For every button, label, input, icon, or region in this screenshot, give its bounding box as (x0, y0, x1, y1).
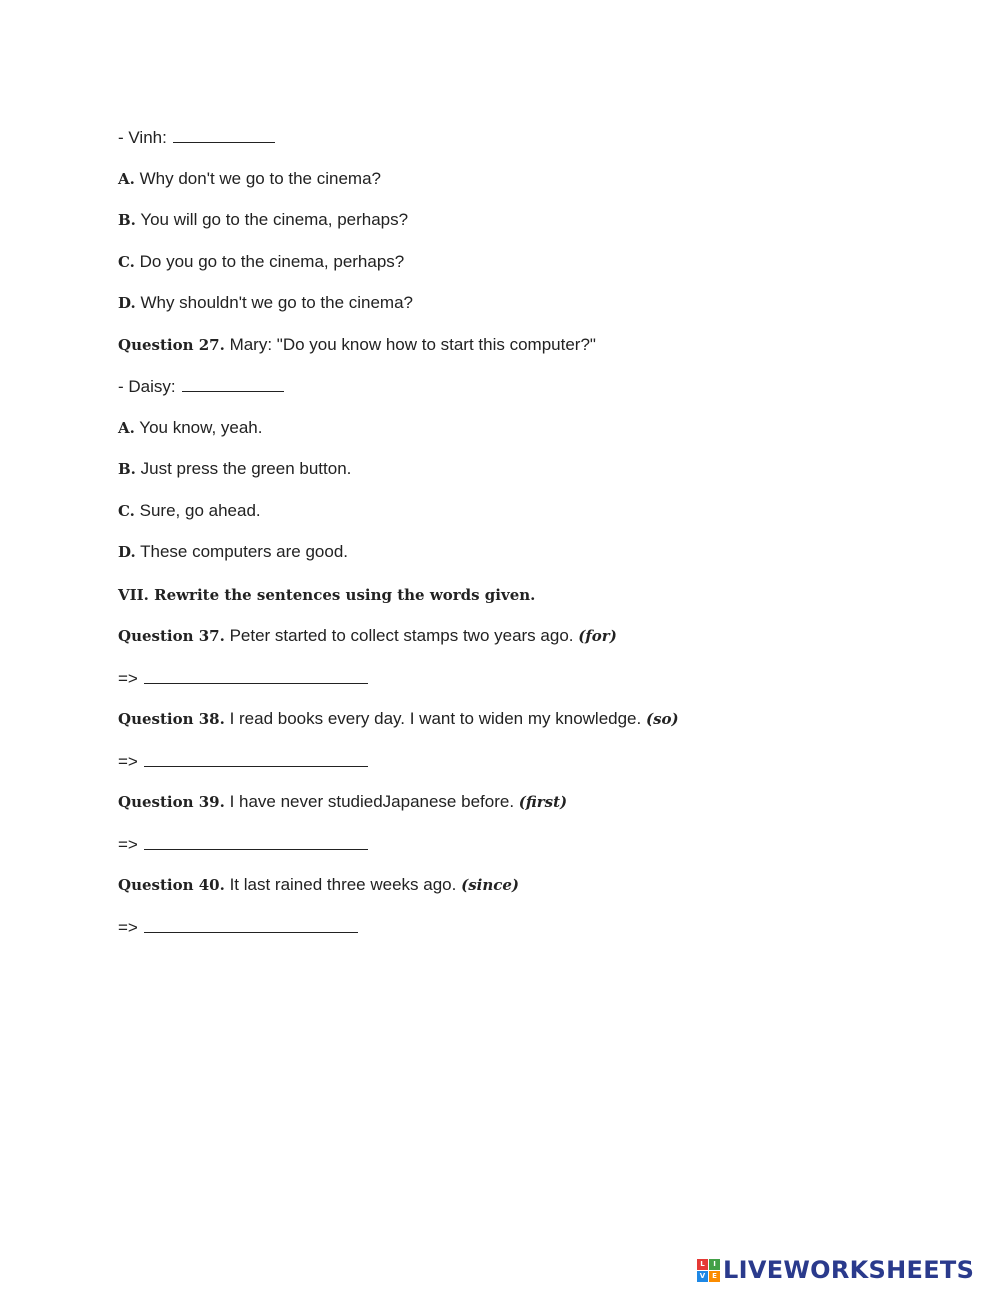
answer-arrow: => (118, 669, 138, 688)
question-label: Question 40. (118, 876, 225, 894)
answer-line-38 (118, 750, 368, 773)
option-text: Why don't we go to the cinema? (139, 169, 381, 188)
question-text: It last rained three weeks ago. (229, 875, 457, 894)
speaker-label: - Vinh: (118, 128, 167, 147)
question-text: Peter started to collect stamps two years ago. (229, 626, 574, 645)
option-letter: D. (118, 294, 136, 312)
option-text: You know, yeah. (139, 418, 263, 437)
option-text: These computers are good. (140, 542, 349, 561)
hint-word: (so) (645, 710, 679, 728)
answer-blank[interactable] (182, 375, 284, 392)
option-b (118, 209, 408, 231)
question-text: I read books every day. I want to widen my knowledge. (229, 709, 642, 728)
logo-icon (697, 1259, 720, 1282)
question-38 (118, 708, 679, 730)
question-label: Question 37. (118, 627, 225, 645)
section-heading: VII. Rewrite the sentences using the words given. (118, 586, 536, 604)
option-a (118, 168, 381, 190)
answer-line-40 (118, 916, 358, 939)
option-d (118, 541, 348, 563)
question-label: Question 39. (118, 793, 225, 811)
option-text: You will go to the cinema, perhaps? (140, 210, 409, 229)
option-letter: C. (118, 502, 135, 520)
answer-blank[interactable] (144, 833, 368, 850)
speaker-label: - Daisy: (118, 377, 176, 396)
answer-line-39 (118, 833, 368, 856)
answer-blank[interactable] (144, 750, 368, 767)
option-text: Do you go to the cinema, perhaps? (139, 252, 405, 271)
question-text: Mary: "Do you know how to start this computer?" (229, 335, 596, 354)
answer-blank[interactable] (144, 667, 368, 684)
logo-block-i: I (709, 1259, 720, 1270)
question-40 (118, 874, 519, 896)
logo-block-l: L (697, 1259, 708, 1270)
hint-word: (for) (578, 627, 617, 645)
option-letter: A. (118, 419, 135, 437)
question-39 (118, 791, 567, 813)
logo-block-v: V (697, 1271, 708, 1282)
answer-arrow: => (118, 918, 138, 937)
logo-text: LIVEWORKSHEETS (723, 1256, 975, 1284)
option-letter: C. (118, 253, 135, 271)
option-letter: D. (118, 543, 136, 561)
option-b (118, 458, 351, 480)
answer-arrow: => (118, 752, 138, 771)
answer-line-37 (118, 667, 368, 690)
option-d (118, 292, 413, 314)
liveworksheets-logo (697, 1255, 974, 1285)
answer-blank[interactable] (173, 126, 275, 143)
option-text: Just press the green button. (140, 459, 352, 478)
option-text: Why shouldn't we go to the cinema? (140, 293, 414, 312)
option-a (118, 417, 263, 439)
option-letter: B. (118, 460, 136, 478)
option-text: Sure, go ahead. (139, 501, 261, 520)
option-c (118, 500, 261, 522)
option-letter: A. (118, 170, 135, 188)
question-37 (118, 625, 617, 647)
logo-block-e: E (709, 1271, 720, 1282)
question-27 (118, 334, 596, 356)
hint-word: (since) (461, 876, 520, 894)
answer-blank[interactable] (144, 916, 358, 933)
question-text: I have never studiedJapanese before. (229, 792, 515, 811)
option-letter: B. (118, 211, 136, 229)
answer-arrow: => (118, 835, 138, 854)
hint-word: (first) (518, 793, 568, 811)
daisy-reply-line (118, 375, 284, 398)
question-label: Question 38. (118, 710, 225, 728)
vinh-reply-line (118, 126, 275, 149)
option-c (118, 251, 404, 273)
question-label: Question 27. (118, 336, 225, 354)
